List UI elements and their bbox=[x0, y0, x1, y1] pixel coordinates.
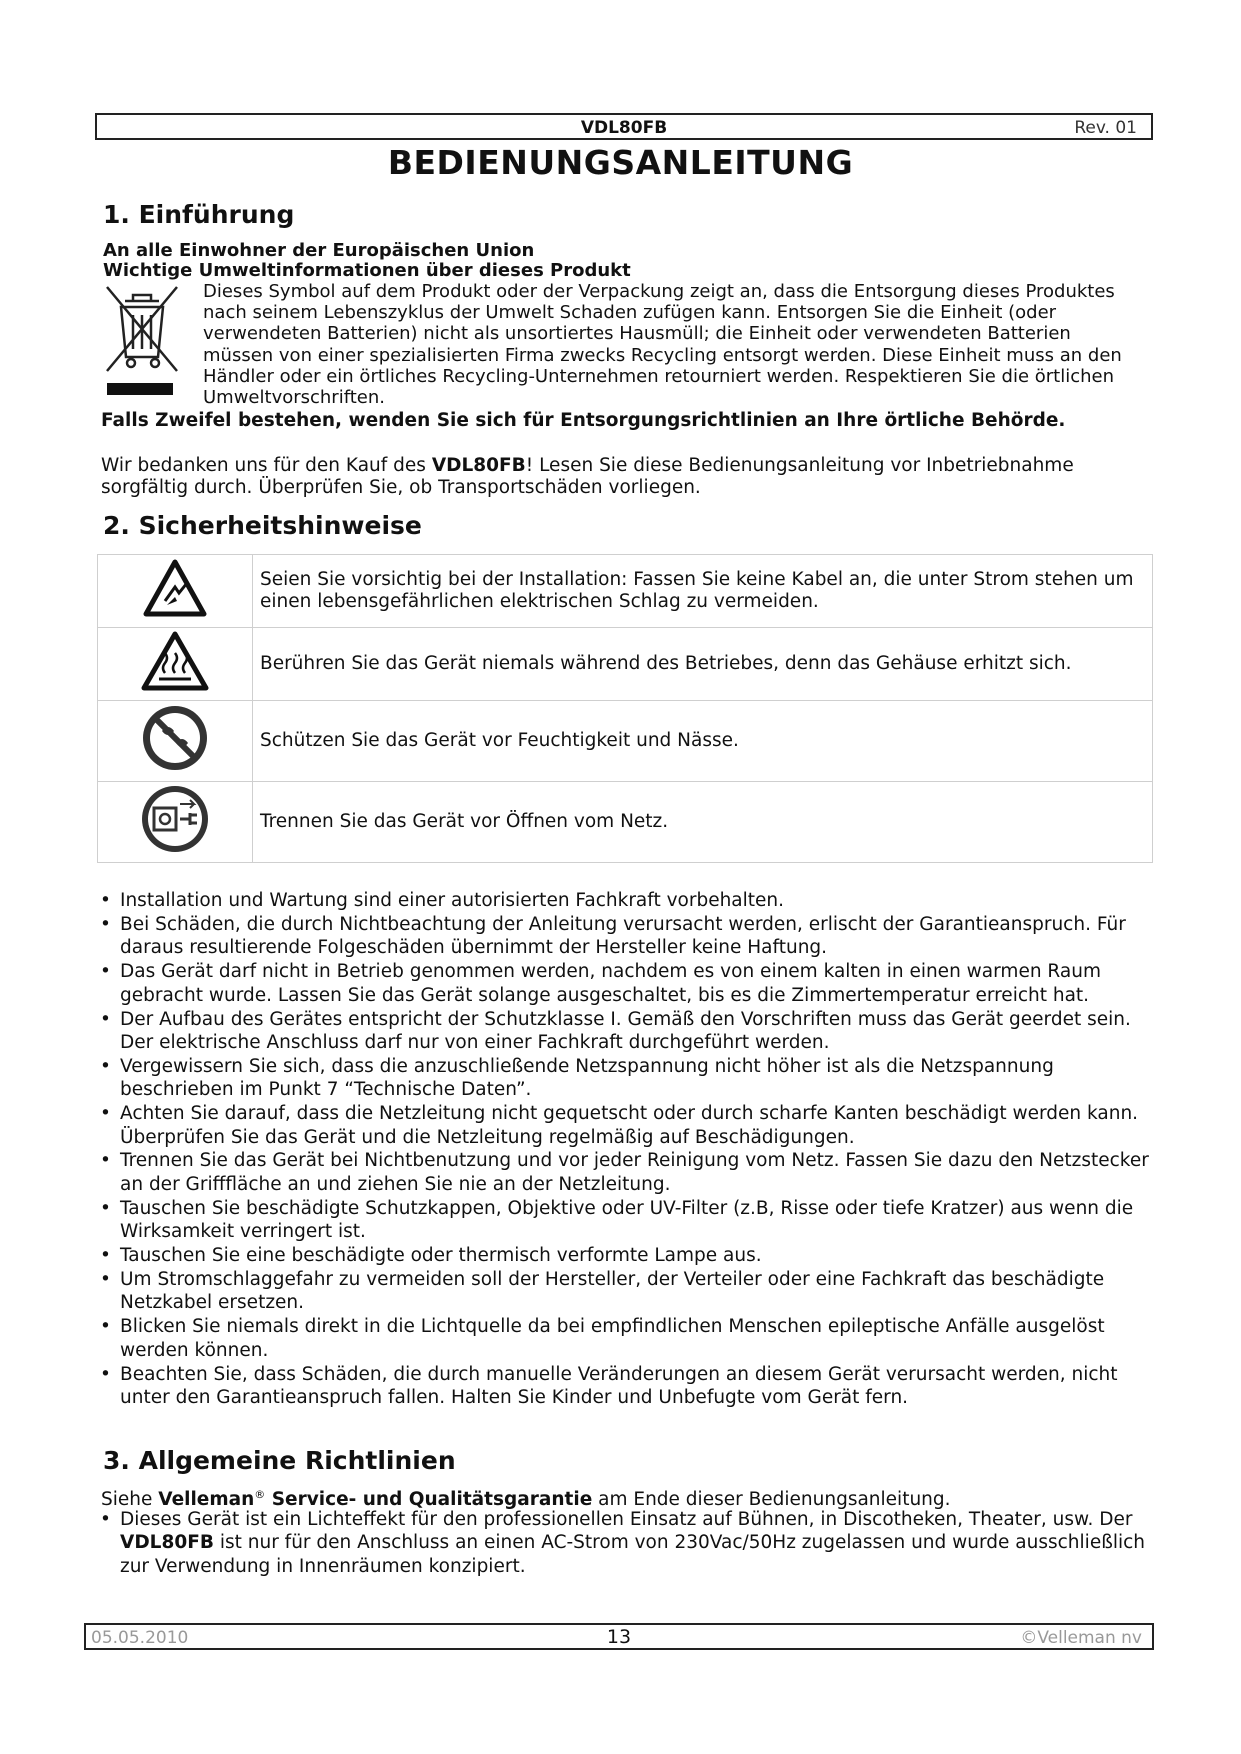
safety-row bbox=[98, 701, 1153, 782]
service-reference-line bbox=[101, 1484, 951, 1510]
environment-info-line: Wichtige Umweltinformationen über dieses Produkt bbox=[103, 260, 631, 281]
safety-text: Schützen Sie das Gerät vor Feuchtigkeit und Nässe. bbox=[253, 701, 1153, 782]
header-revision: Rev. 01 bbox=[1074, 118, 1137, 138]
page-title: BEDIENUNGSANLEITUNG bbox=[387, 143, 854, 182]
registered-mark: ® bbox=[254, 1488, 266, 1501]
safety-text: Seien Sie vorsichtig bei der Installation: Fassen Sie keine Kabel an, die unter Strom stehen um einen lebensgefährlichen elektrischen Schlag zu vermeiden. bbox=[253, 555, 1153, 628]
safety-row bbox=[98, 628, 1153, 701]
hot-surface-warning-icon bbox=[141, 631, 209, 691]
safety-row bbox=[98, 555, 1153, 628]
list-item: • Der Aufbau des Gerätes entspricht der Schutzklasse I. Gemäß den Vorschriften muss das Gerät geerdet sein. Der elektrische Anschluss darf nur von einer Fachkraft durchgeführt werden. bbox=[100, 1008, 1155, 1055]
safety-icon-cell bbox=[98, 628, 253, 701]
list-item: • Vergewissern Sie sich, dass die anzuschließende Netzspannung nicht höher ist als die Netzspannung beschrieben im Punkt 7 “Technische Daten”. bbox=[100, 1055, 1155, 1102]
safety-warnings-table bbox=[97, 554, 1153, 863]
disconnect-power-icon bbox=[140, 784, 210, 854]
list-item: • Tauschen Sie eine beschädigte oder thermisch verformte Lampe aus. bbox=[100, 1244, 1155, 1267]
list-item: • Trennen Sie das Gerät bei Nichtbenutzung und vor jeder Reinigung vom Netz. Fassen Sie dazu den Netzstecker an der Grifffläche an und ziehen Sie nie an der Netzleitung. bbox=[100, 1149, 1155, 1196]
eu-residents-line: An alle Einwohner der Europäischen Union bbox=[103, 240, 535, 261]
list-item: • Blicken Sie niemals direkt in die Lichtquelle da bei empfindlichen Menschen epileptische Anfälle ausgelöst werden können. bbox=[100, 1315, 1155, 1362]
list-item: • Tauschen Sie beschädigte Schutzkappen, Objektive oder UV-Filter (z.B, Risse oder tiefe Kratzer) aus wenn die Wirksamkeit verringert ist. bbox=[100, 1197, 1155, 1244]
thanks-paragraph bbox=[101, 455, 1156, 499]
safety-icon-cell bbox=[98, 555, 253, 628]
page-footer bbox=[84, 1623, 1154, 1650]
see-text-post: am Ende dieser Bedienungsanleitung. bbox=[592, 1489, 951, 1511]
footer-date: 05.05.2010 bbox=[91, 1628, 189, 1648]
safety-text: Trennen Sie das Gerät vor Öffnen vom Netz. bbox=[253, 782, 1153, 863]
service-guarantee-title: Service- und Qualitätsgarantie bbox=[265, 1489, 593, 1511]
list-item bbox=[100, 1508, 1155, 1578]
brand-name: Velleman bbox=[158, 1489, 255, 1511]
section-2-heading: 2. Sicherheitshinweise bbox=[103, 511, 422, 540]
safety-icon-cell bbox=[98, 782, 253, 863]
page-number: 13 bbox=[606, 1626, 632, 1648]
thanks-model-name: VDL80FB bbox=[431, 455, 526, 476]
page-header bbox=[95, 113, 1153, 140]
weee-crossed-bin-icon bbox=[103, 283, 181, 398]
guideline-model-name: VDL80FB bbox=[120, 1532, 214, 1554]
list-item: • Bei Schäden, die durch Nichtbeachtung der Anleitung verursacht werden, erlischt der Garantieanspruch. Für daraus resultierende Folgeschäden übernimmt der Hersteller keine Haftung. bbox=[100, 913, 1155, 960]
footer-copyright: ©Velleman nv bbox=[1020, 1628, 1142, 1648]
safety-icon-cell bbox=[98, 701, 253, 782]
guideline-text-post: ist nur für den Anschluss an einen AC-Strom von 230Vac/50Hz zugelassen und wurde ausschließlich zur Verwendung in Innenräumen konzipiert. bbox=[120, 1532, 1146, 1577]
list-item: • Achten Sie darauf, dass die Netzleitung nicht gequetscht oder durch scharfe Kanten beschädigt werden kann. Überprüfen Sie das Gerät und die Netzleitung regelmäßig auf Beschädigungen. bbox=[100, 1102, 1155, 1149]
weee-disposal-text: Dieses Symbol auf dem Produkt oder der Verpackung zeigt an, dass die Entsorgung dieses Produktes nach seinem Lebenszyklus der Umwelt Schaden zufügen kann. Entsorgen Sie die Einheit (oder verwendeten Batterien) nicht als unsortiertes Hausmüll; die Einheit oder verwendeten Batterien müssen von einer spezialisierten Firma zwecks Recycling entsorgt werden. Diese Einheit muss an den Händler oder ein örtliches Recycling-Unternehmen retourniert werden. Respektieren Sie die örtlichen Umweltvorschriften. bbox=[203, 281, 1122, 409]
electric-shock-warning-icon bbox=[143, 559, 207, 617]
list-item: • Um Stromschlaggefahr zu vermeiden soll der Hersteller, der Verteiler oder eine Fachkraft das beschädigte Netzkabel ersetzen. bbox=[100, 1268, 1155, 1315]
list-item: • Installation und Wartung sind einer autorisierten Fachkraft vorbehalten. bbox=[100, 889, 1155, 912]
thanks-text-pre: Wir bedanken uns für den Kauf des bbox=[101, 455, 432, 476]
section-3-heading: 3. Allgemeine Richtlinien bbox=[103, 1446, 456, 1475]
disposal-doubt-notice: Falls Zweifel bestehen, wenden Sie sich für Entsorgungsrichtlinien an Ihre örtliche Behörde. bbox=[101, 410, 1066, 431]
section-1-heading: 1. Einführung bbox=[103, 200, 295, 229]
thanks-text-post: ! Lesen Sie diese Bedienungsanleitung vor Inbetriebnahme sorgfältig durch. Überprüfen Sie, ob Transportschäden vorliegen. bbox=[101, 455, 1074, 498]
see-text: Siehe bbox=[101, 1489, 159, 1511]
guideline-text-pre: Dieses Gerät ist ein Lichteffekt für den professionellen Einsatz auf Bühnen, in Discotheken, Theater, usw. Der bbox=[120, 1509, 1133, 1530]
safety-bullet-list bbox=[100, 889, 1155, 1410]
list-item: • Beachten Sie, dass Schäden, die durch manuelle Veränderungen an diesem Gerät verursacht werden, nicht unter den Garantieanspruch fallen. Halten Sie Kinder und Unbefugte vom Gerät fern. bbox=[100, 1363, 1155, 1410]
safety-text: Berühren Sie das Gerät niemals während des Betriebes, denn das Gehäuse erhitzt sich. bbox=[253, 628, 1153, 701]
header-model: VDL80FB bbox=[580, 118, 668, 138]
guidelines-bullet-list bbox=[100, 1508, 1155, 1579]
safety-row bbox=[98, 782, 1153, 863]
no-moisture-icon bbox=[140, 703, 210, 773]
list-item: • Das Gerät darf nicht in Betrieb genommen werden, nachdem es von einem kalten in einen warmen Raum gebracht wurde. Lassen Sie das Gerät solange ausgeschaltet, bis es die Zimmertemperatur erreicht hat. bbox=[100, 960, 1155, 1007]
